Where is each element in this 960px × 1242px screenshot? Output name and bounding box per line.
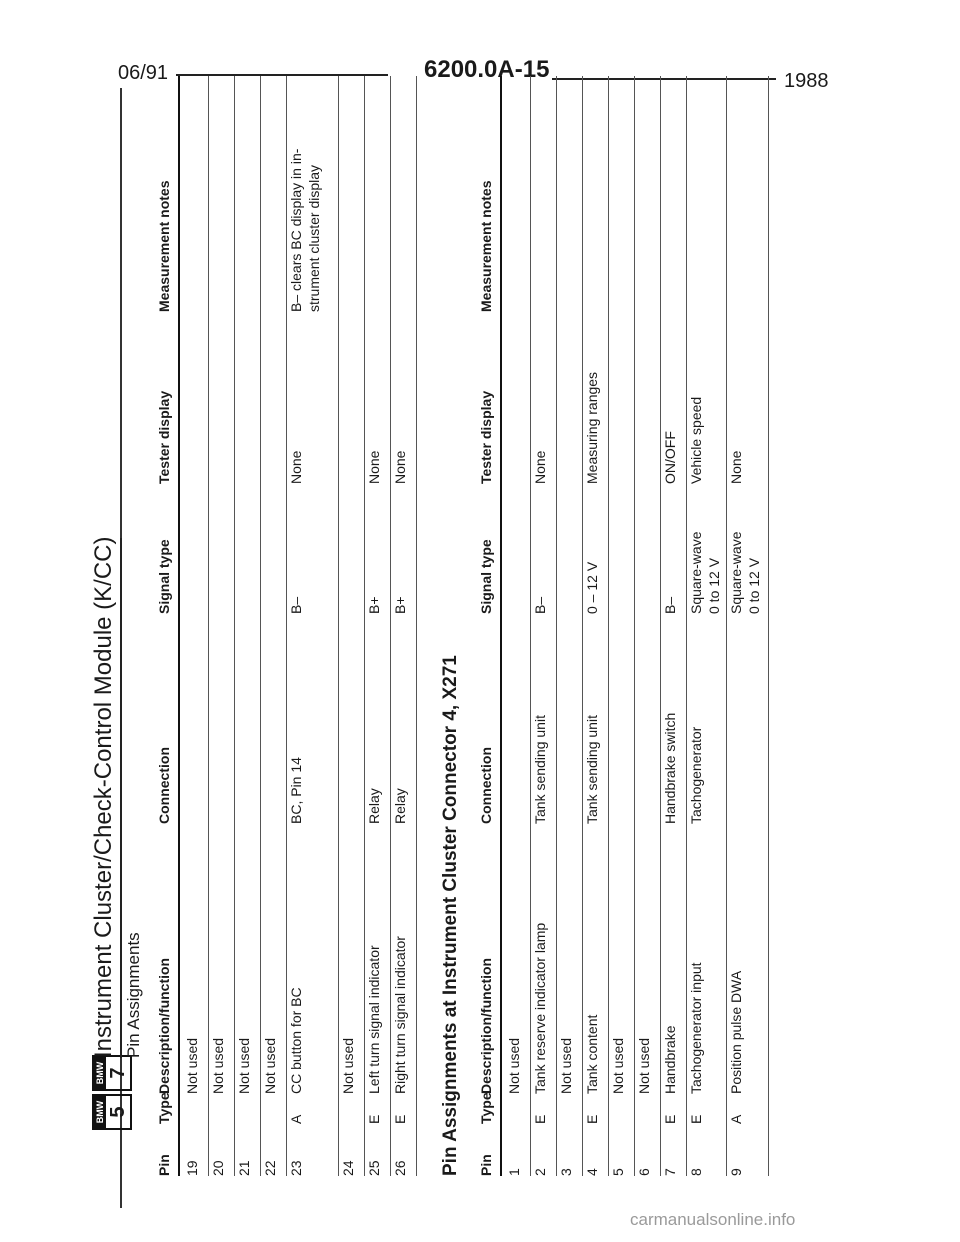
pin-type: E (584, 1114, 600, 1124)
pin-type: E (688, 1114, 704, 1124)
logo-series-label: BMW (94, 1057, 106, 1089)
pin-description: Not used (184, 1037, 200, 1094)
tester-display: Vehicle speed (688, 396, 704, 484)
pin-number: 25 (366, 1160, 382, 1176)
measurement-note: strument cluster display (306, 164, 322, 312)
pin-description: Left turn signal indicator (366, 945, 382, 1094)
pin-type: E (366, 1114, 382, 1124)
pin-connection: Relay (392, 788, 408, 824)
table1-header-rule (178, 76, 180, 1176)
tester-display: None (532, 450, 548, 484)
pin-number: 26 (392, 1160, 408, 1176)
pin-number: 6 (636, 1168, 652, 1176)
signal-type: Square-wave (688, 531, 704, 614)
column-header-tester_display: Tester display (156, 390, 172, 484)
signal-type: B+ (366, 596, 382, 614)
pin-number: 24 (340, 1160, 356, 1176)
signal-type: Square-wave (728, 531, 744, 614)
pin-connection: Handbrake switch (662, 712, 678, 824)
column-header-tester_display: Tester display (478, 390, 494, 484)
row-rule (208, 76, 209, 1176)
row-rule (582, 76, 583, 1176)
watermark: carmanualsonline.info (630, 1210, 796, 1229)
pin-number: 22 (262, 1160, 278, 1176)
row-rule (660, 76, 661, 1176)
pin-number: 3 (558, 1168, 574, 1176)
page-title: Instrument Cluster/Check-Control Module (K/CC) (90, 536, 117, 1058)
pin-type: E (392, 1114, 408, 1124)
column-header-type: Type (156, 1092, 172, 1124)
tester-display: None (366, 450, 382, 484)
title-rule (120, 538, 122, 1058)
tester-display: None (288, 450, 304, 484)
pin-connection: BC, Pin 14 (288, 757, 304, 824)
rotated-page (80, 2, 920, 1242)
revision-date: 06/91 (118, 62, 169, 84)
signal-type: B– (532, 596, 548, 614)
pin-description: Not used (210, 1037, 226, 1094)
column-header-measurement_notes: Measurement notes (156, 180, 172, 312)
row-rule (530, 76, 531, 1176)
pin-number: 9 (728, 1168, 744, 1176)
logo-series-cell (92, 1055, 132, 1091)
column-header-connection: Connection (478, 747, 494, 824)
measurement-note: B– clears BC display in in- (288, 148, 304, 312)
pin-type: A (728, 1114, 744, 1124)
signal-type-range: 0 to 12 V (746, 557, 762, 614)
logo-group-number: 5 (107, 1106, 129, 1118)
row-rule (338, 76, 339, 1176)
pin-description: Not used (558, 1037, 574, 1094)
column-header-connection: Connection (156, 747, 172, 824)
pin-description: Position pulse DWA (728, 970, 744, 1094)
pin-description: Not used (610, 1037, 626, 1094)
pin-type: E (662, 1114, 678, 1124)
column-header-signal_type: Signal type (478, 539, 494, 614)
pin-description: Not used (340, 1037, 356, 1094)
pin-number: 7 (662, 1168, 678, 1176)
column-header-pin: Pin (478, 1154, 494, 1176)
pin-description: Handbrake (662, 1025, 678, 1094)
signal-type: B– (288, 596, 304, 614)
pin-description: Not used (636, 1037, 652, 1094)
logo-group-cell (92, 1094, 132, 1130)
tester-display: Measuring ranges (584, 371, 600, 484)
document-code: 6200.0A-15 (424, 56, 550, 83)
pin-description: Tachogenerator input (688, 962, 704, 1094)
logo-series-number: 7 (107, 1067, 129, 1079)
pin-number: 4 (584, 1168, 600, 1176)
pin-connection: Tank sending unit (532, 715, 548, 824)
pin-description: Tank reserve indicator lamp (532, 922, 548, 1094)
pin-number: 5 (610, 1168, 626, 1176)
column-header-measurement_notes: Measurement notes (478, 180, 494, 312)
row-rule (608, 76, 609, 1176)
pin-description: Not used (262, 1037, 278, 1094)
pin-connection: Tachogenerator (688, 726, 704, 824)
row-rule (416, 76, 417, 1176)
pin-description: Not used (506, 1037, 522, 1094)
column-header-pin: Pin (156, 1154, 172, 1176)
section-title: Pin Assignments at Instrument Cluster Connector 4, X271 (440, 655, 461, 1176)
pin-number: 19 (184, 1160, 200, 1176)
row-rule (556, 76, 557, 1176)
pin-type: A (288, 1114, 304, 1124)
row-rule (686, 76, 687, 1176)
logo-group-label: BMW (94, 1096, 106, 1128)
row-rule (634, 76, 635, 1176)
signal-type: 0 – 12 V (584, 561, 600, 614)
column-header-type: Type (478, 1092, 494, 1124)
pin-number: 23 (288, 1160, 304, 1176)
pin-type: E (532, 1114, 548, 1124)
pin-description: CC button for BC (288, 987, 304, 1094)
tester-display: ON/OFF (662, 431, 678, 484)
row-rule (234, 76, 235, 1176)
tester-display: None (392, 450, 408, 484)
pin-number: 8 (688, 1168, 704, 1176)
pin-description: Tank content (584, 1014, 600, 1094)
column-header-description: Description/function (156, 957, 172, 1094)
pin-number: 2 (532, 1168, 548, 1176)
table2-header-rule (500, 76, 502, 1176)
pin-description: Not used (236, 1037, 252, 1094)
pin-number: 21 (236, 1160, 252, 1176)
signal-type: B+ (392, 596, 408, 614)
signal-type: B– (662, 596, 678, 614)
row-rule (726, 76, 727, 1176)
pin-number: 20 (210, 1160, 226, 1176)
pin-number: 1 (506, 1168, 522, 1176)
column-header-description: Description/function (478, 957, 494, 1094)
pin-description: Right turn signal indicator (392, 936, 408, 1094)
pin-connection: Tank sending unit (584, 715, 600, 824)
tester-display: None (728, 450, 744, 484)
row-rule (260, 76, 261, 1176)
column-header-signal_type: Signal type (156, 539, 172, 614)
signal-type-range: 0 to 12 V (706, 557, 722, 614)
row-rule (390, 76, 391, 1176)
row-rule (286, 76, 287, 1176)
model-year: 1988 (784, 70, 829, 92)
bmw-logo (92, 1052, 132, 1130)
row-rule (364, 76, 365, 1176)
row-rule (768, 76, 769, 1176)
page-subtitle: Pin Assignments (124, 932, 143, 1058)
pin-connection: Relay (366, 788, 382, 824)
